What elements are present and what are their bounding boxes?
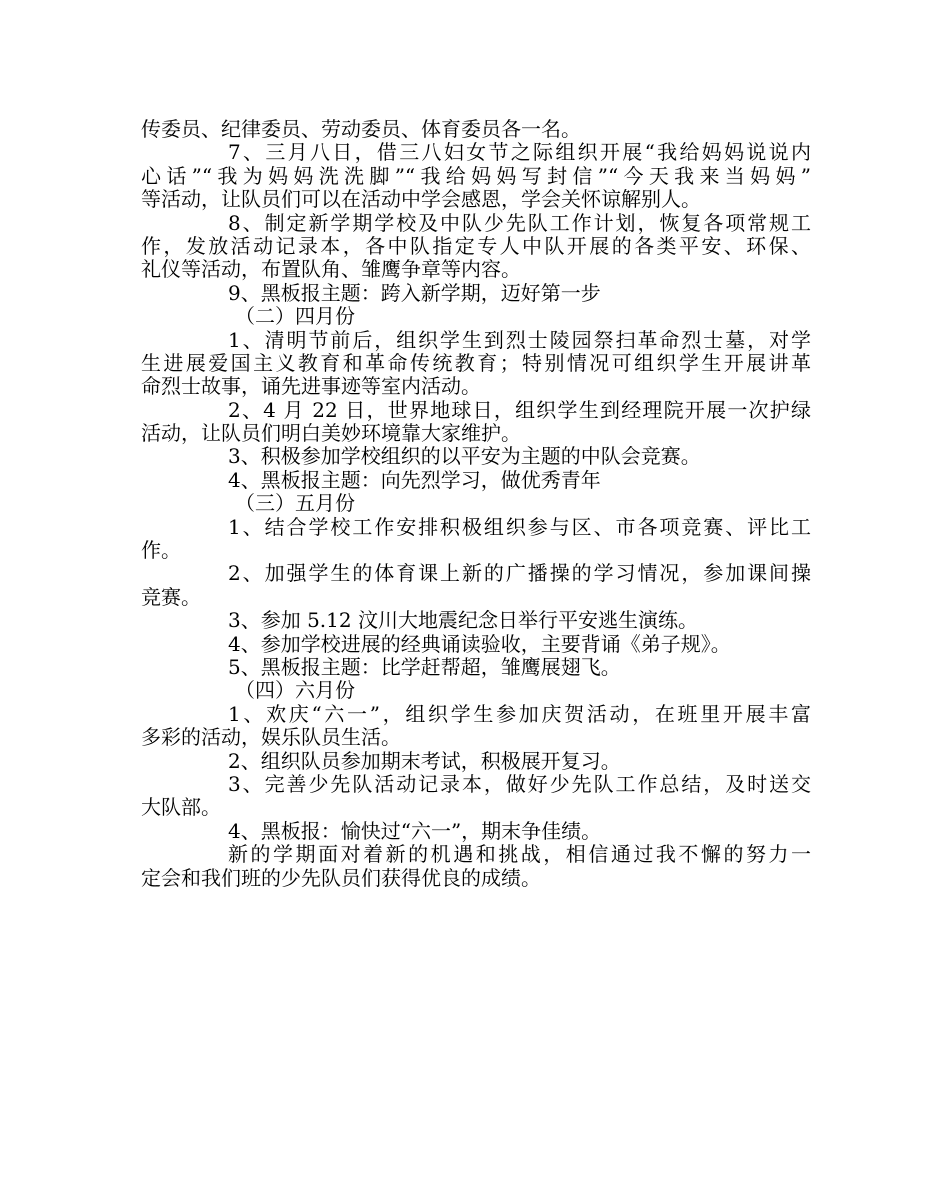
paragraph-line: 礼仪等活动，布置队角、雏鹰争章等内容。 (141, 257, 521, 282)
paragraph-line: 命烈士故事，诵先进事迹等室内活动。 (141, 374, 481, 399)
paragraph-line: 等活动，让队员们可以在活动中学会感恩，学会关怀谅解别人。 (141, 187, 701, 212)
paragraph-line: 5、黑板报主题：比学赶帮超，雏鹰展翅飞。 (228, 654, 621, 679)
paragraph-line: 定会和我们班的少先队员们获得优良的成绩。 (141, 865, 541, 890)
paragraph-line: 8、制定新学期学校及中队少先队工作计划，恢复各项常规工 (228, 210, 811, 235)
paragraph-line: 1、结合学校工作安排积极组织参与区、市各项竞赛、评比工 (228, 514, 811, 539)
paragraph-line: 作，发放活动记录本，各中队指定专人中队开展的各类平安、环保、 (141, 233, 811, 258)
paragraph-line: 新的学期面对着新的机遇和挑战，相信通过我不懈的努力一 (228, 842, 811, 867)
paragraph-line: 1、清明节前后，组织学生到烈士陵园祭扫革命烈士墓，对学 (228, 327, 811, 352)
paragraph-line: 心话”“我为妈妈洗洗脚”“我给妈妈写封信”“今天我来当妈妈” (141, 163, 811, 188)
paragraph-line: 4、黑板报：愉快过“六一”，期末争佳绩。 (228, 818, 602, 843)
paragraph-line: 竞赛。 (141, 584, 201, 609)
paragraph-line: 活动，让队员们明白美妙环境靠大家维护。 (141, 421, 521, 446)
paragraph-line: 3、完善少先队活动记录本，做好少先队工作总结，及时送交 (228, 771, 811, 796)
paragraph-line: 传委员、纪律委员、劳动委员、体育委员各一名。 (141, 117, 581, 141)
paragraph-line: 多彩的活动，娱乐队员生活。 (141, 725, 401, 750)
section-heading: （三）五月份 (235, 491, 355, 516)
paragraph-line: 2、加强学生的体育课上新的广播操的学习情况，参加课间操 (228, 561, 811, 586)
paragraph-line: 3、积极参加学校组织的以平安为主题的中队会竞赛。 (228, 444, 701, 469)
paragraph-line: 7、三月八日，借三八妇女节之际组织开展“我给妈妈说说内 (228, 140, 811, 165)
paragraph-line: 1、欢庆“六一”，组织学生参加庆贺活动，在班里开展丰富 (228, 701, 811, 726)
paragraph-line: 3、参加 5.12 汶川大地震纪念日举行平安逃生演练。 (228, 608, 698, 633)
paragraph-line: 2、组织队员参加期末考试，积极展开复习。 (228, 748, 621, 773)
paragraph-line: 作。 (141, 538, 181, 563)
section-heading: （二）四月份 (235, 304, 355, 329)
paragraph-line: 9、黑板报主题：跨入新学期，迈好第一步 (228, 280, 601, 305)
paragraph-line: 大队部。 (141, 795, 221, 820)
paragraph-line: 生进展爱国主义教育和革命传统教育；特别情况可组织学生开展讲革 (141, 350, 811, 375)
paragraph-line: 2、4 月 22 日，世界地球日，组织学生到经理院开展一次护绿 (228, 397, 811, 422)
paragraph-line: 4、黑板报主题：向先烈学习，做优秀青年 (228, 467, 601, 492)
paragraph-line: 4、参加学校进展的经典诵读验收，主要背诵《弟子规》。 (228, 631, 731, 656)
section-heading: （四）六月份 (235, 678, 355, 703)
document-body (141, 118, 811, 890)
